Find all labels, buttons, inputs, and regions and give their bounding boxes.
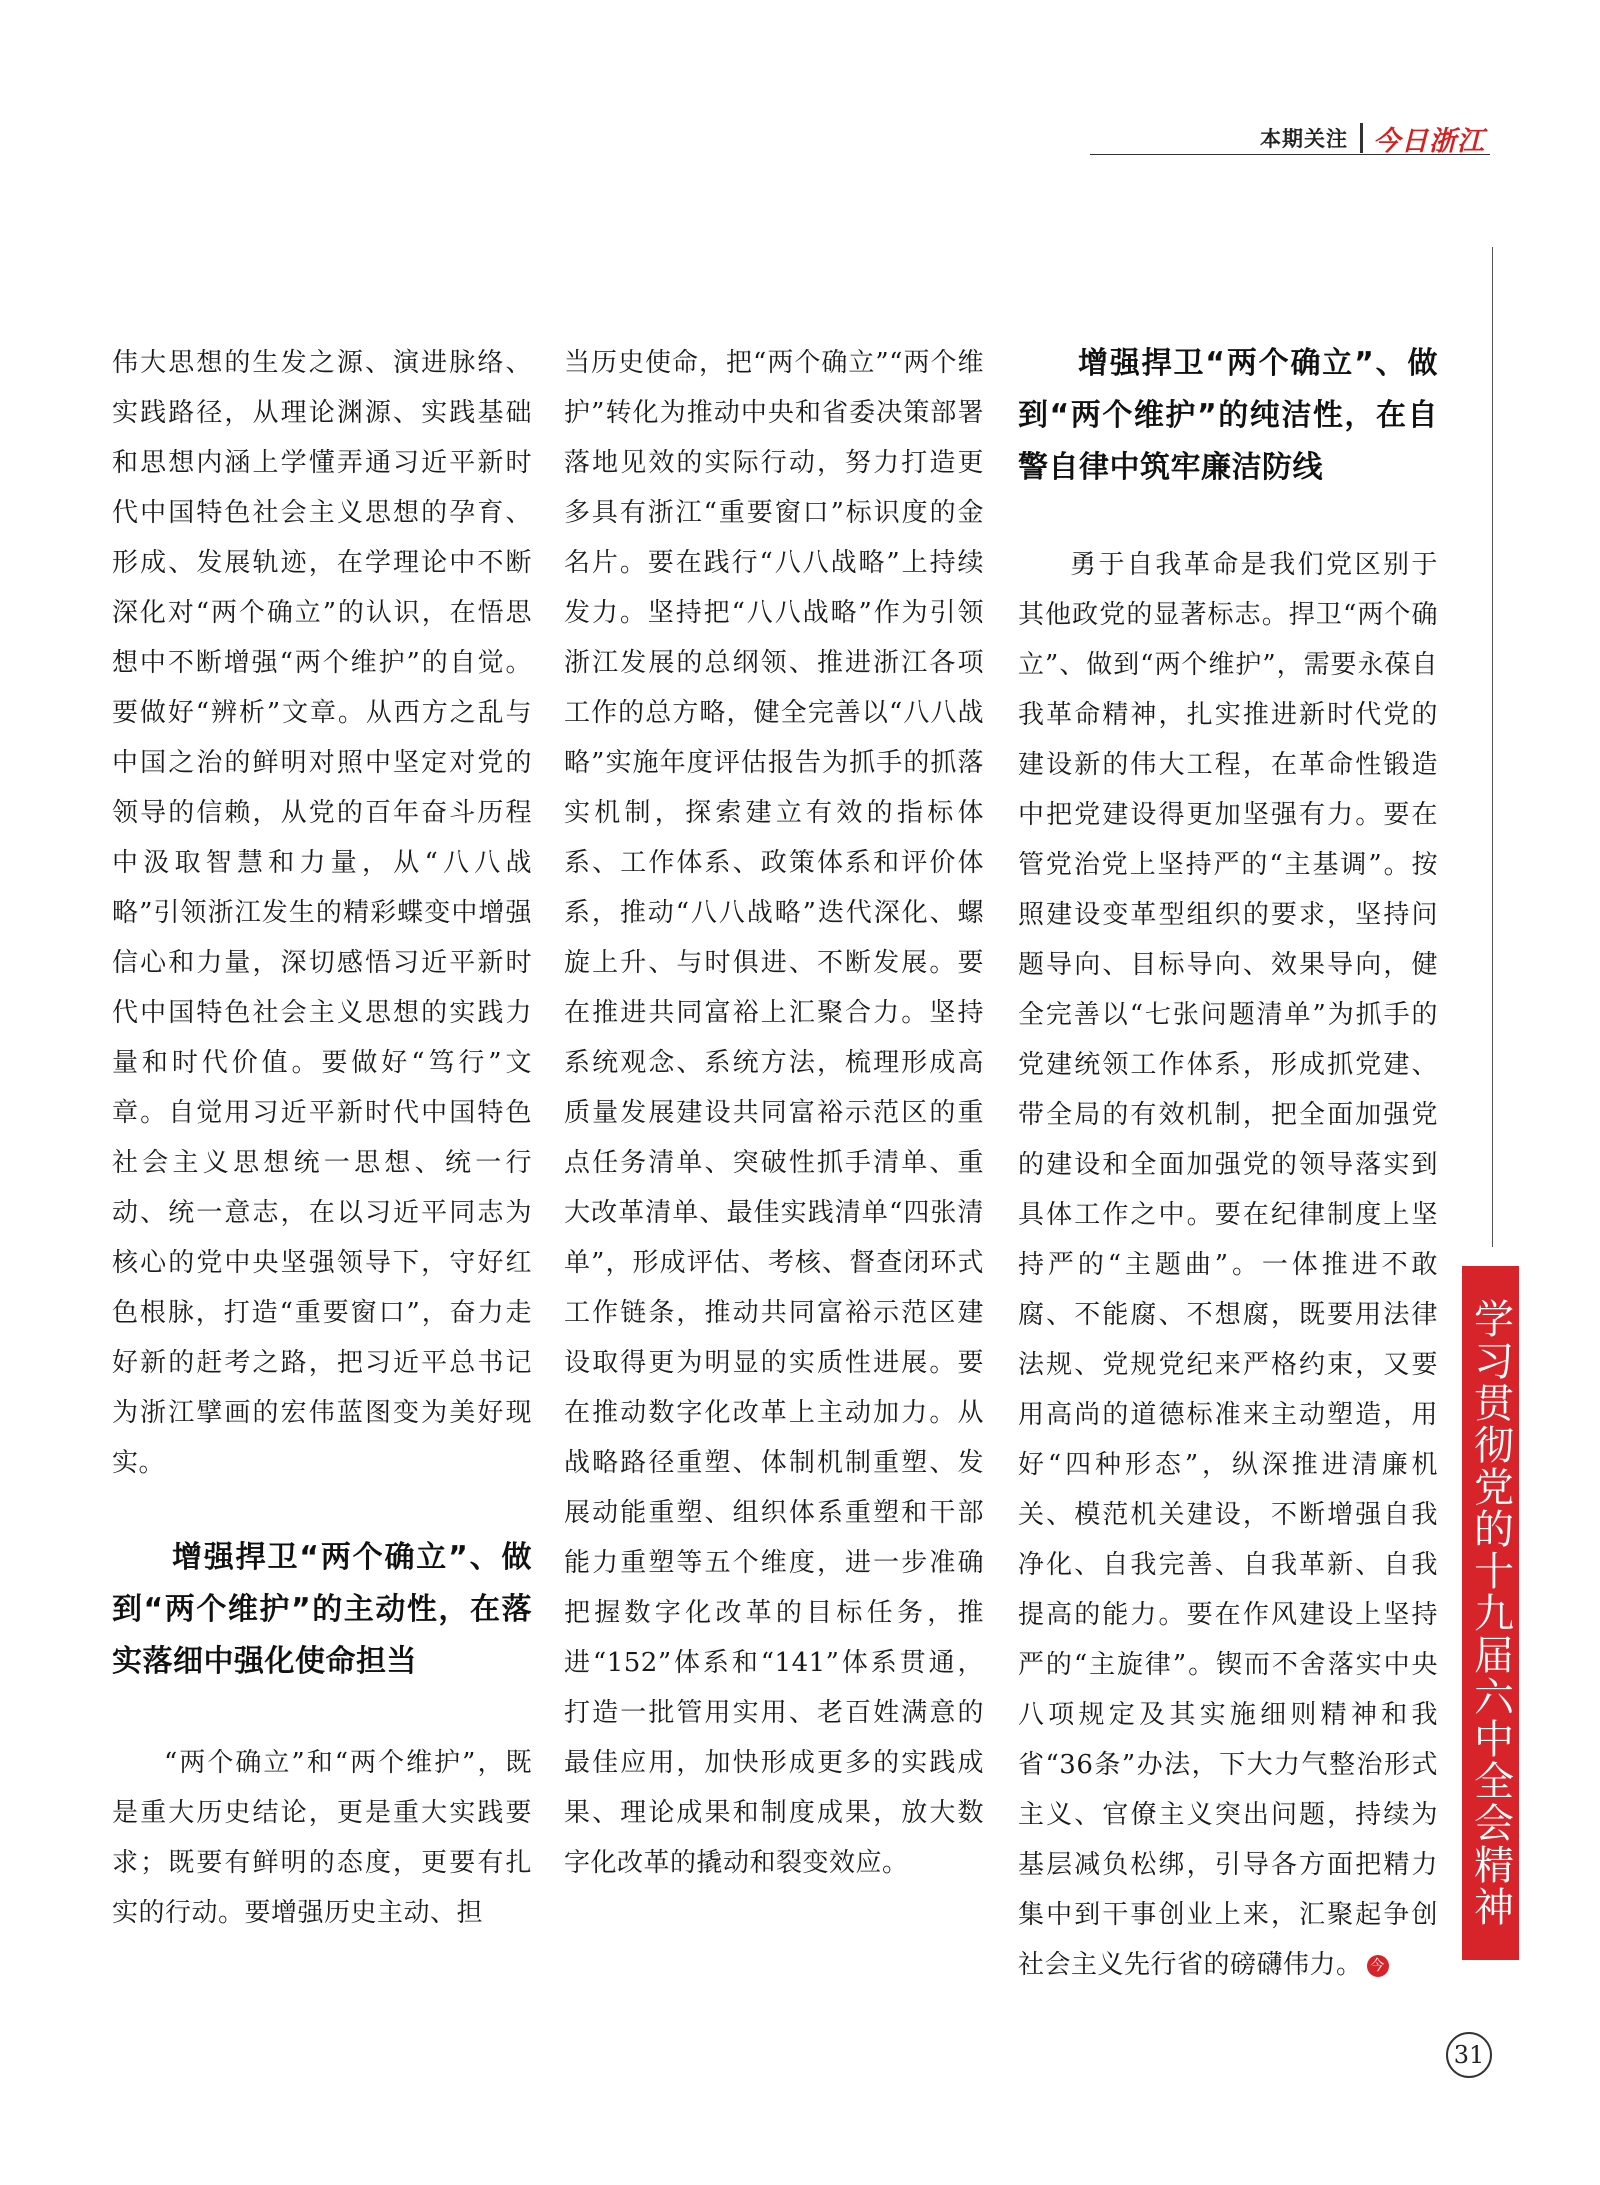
column-1 <box>112 338 532 1938</box>
side-banner <box>1462 1266 1519 1960</box>
col3-section-heading: 增强捍卫“两个确立”、做到“两个维护”的纯洁性，在自警自律中筑牢廉洁防线 <box>1018 346 1438 485</box>
col1-section-heading: 增强捍卫“两个确立”、做到“两个维护”的主动性，在落实落细中强化使命担当 <box>112 1540 532 1679</box>
end-mark-icon: 今 <box>1367 1955 1389 1977</box>
page-number: 31 <box>1446 2032 1492 2078</box>
magazine-logo: 今日浙江 <box>1373 125 1485 157</box>
column-3 <box>1018 338 1438 1990</box>
col1-paragraph-1: 伟大思想的生发之源、演进脉络、实践路径，从理论渊源、实践基础和思想内涵上学懂弄通习近平新时代中国特色社会主义思想的孕育、形成、发展轨迹，在学理论中不断深化对“两个确立”的认识，在悟思想中不断增强“两个维护”的自觉。要做好“辨析”文章。从西方之乱与中国之治的鲜明对照中坚定对党的领导的信赖，从党的百年奋斗历程中汲取智慧和力量，从“八八战略”引领浙江发生的精彩蝶变中增强信心和力量，深切感悟习近平新时代中国特色社会主义思想的实践力量和时代价值。要做好“笃行”文章。自觉用习近平新时代中国特色社会主义思想统一思想、统一行动、统一意志，在以习近平同志为核心的党中央坚强领导下，守好红色根脉，打造“重要窗口”，奋力走好新的赶考之路，把习近平总书记为浙江擘画的宏伟蓝图变为美好现实。 <box>112 348 532 1478</box>
col3-paragraph-text: 勇于自我革命是我们党区别于其他政党的显著标志。捍卫“两个确立”、做到“两个维护”，需要永葆自我革命精神，扎实推进新时代党的建设新的伟大工程，在革命性锻造中把党建设得更加坚强有力。要在管党治党上坚持严的“主基调”。按照建设变革型组织的要求，坚持问题导向、目标导向、效果导向，健全完善以“七张问题清单”为抓手的党建统领工作体系，形成抓党建、带全局的有效机制，把全面加强党的建设和全面加强党的领导落实到具体工作之中。要在纪律制度上坚持严的“主题曲”。一体推进不敢腐、不能腐、不想腐，既要用法律法规、党规党纪来严格约束，又要用高尚的道德标准来主动塑造，用好“四种形态”，纵深推进清廉机关、模范机关建设，不断增强自我净化、自我完善、自我革新、自我提高的能力。要在作风建设上坚持严的“主旋律”。锲而不舍落实中央八项规定及其实施细则精神和我省“36条”办法，下大力气整治形式主义、官僚主义突出问题，持续为基层减负松绑，引导各方面把精力集中到干事创业上来，汇聚起争创社会主义先行省的磅礴伟力。 <box>1018 550 1438 1980</box>
section-label: 本期关注 <box>1260 127 1348 151</box>
col3-paragraph-1 <box>1018 540 1438 1990</box>
header-separator <box>1360 123 1363 153</box>
side-banner-text: 学习贯彻党的十九届六中全会精神 <box>1467 1298 1514 1928</box>
side-rule <box>1492 247 1493 1247</box>
col2-paragraph-1: 当历史使命，把“两个确立”“两个维护”转化为推动中央和省委决策部署落地见效的实际行动，努力打造更多具有浙江“重要窗口”标识度的金名片。要在践行“八八战略”上持续发力。坚持把“八八战略”作为引领浙江发展的总纲领、推进浙江各项工作的总方略，健全完善以“八八战略”实施年度评估报告为抓手的抓落实机制，探索建立有效的指标体系、工作体系、政策体系和评价体系，推动“八八战略”迭代深化、螺旋上升、与时俱进、不断发展。要在推进共同富裕上汇聚合力。坚持系统观念、系统方法，梳理形成高质量发展建设共同富裕示范区的重点任务清单、突破性抓手清单、重大改革清单、最佳实践清单“四张清单”，形成评估、考核、督查闭环式工作链条，推动共同富裕示范区建设取得更为明显的实质性进展。要在推动数字化改革上主动加力。从战略路径重塑、体制机制重塑、发展动能重塑、组织体系重塑和干部能力重塑等五个维度，进一步准确把握数字化改革的目标任务，推进“152”体系和“141”体系贯通，打造一批管用实用、老百姓满意的最佳应用，加快形成更多的实践成果、理论成果和制度成果，放大数字化改革的撬动和裂变效应。 <box>564 348 984 1878</box>
column-2 <box>564 338 984 1888</box>
col1-paragraph-2: “两个确立”和“两个维护”，既是重大历史结论，更是重大实践要求；既要有鲜明的态度，更要有扎实的行动。要增强历史主动、担 <box>112 1748 532 1928</box>
running-header <box>1095 118 1485 158</box>
header-rule <box>1090 154 1490 155</box>
